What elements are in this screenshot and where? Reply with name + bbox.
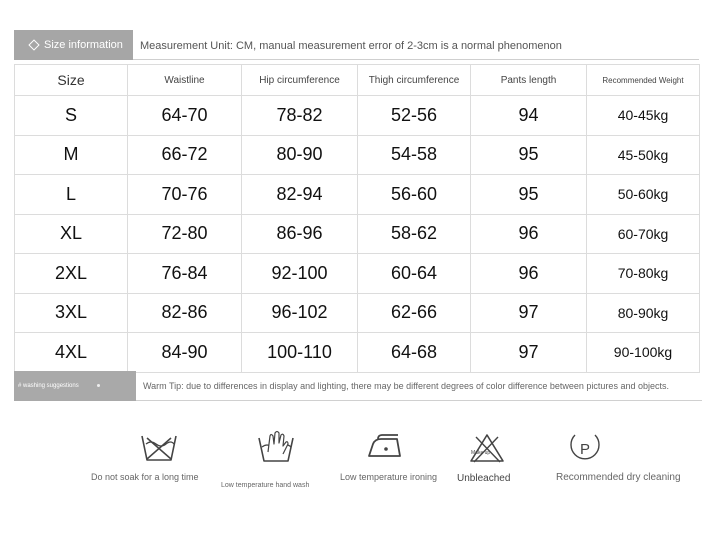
waistline-cell: 70-76 — [128, 175, 242, 215]
hip-cell: 100-110 — [242, 333, 358, 373]
dry-clean-icon — [567, 432, 603, 464]
table-row — [15, 135, 700, 175]
no-bleach-icon-text: Make up — [471, 450, 491, 456]
size-cell: M — [15, 135, 128, 175]
table-row — [15, 214, 700, 254]
pants-length-cell: 97 — [471, 333, 587, 373]
pants-length-cell: 95 — [471, 175, 587, 215]
hip-cell: 92-100 — [242, 254, 358, 294]
hip-cell: 78-82 — [242, 96, 358, 136]
no-soak-label: Do not soak for a long time — [91, 472, 199, 482]
column-header-weight: Recommended Weight — [587, 65, 700, 96]
size-cell: S — [15, 96, 128, 136]
weight-cell: 80-90kg — [587, 293, 700, 333]
size-cell: 3XL — [15, 293, 128, 333]
thigh-cell: 62-66 — [358, 293, 471, 333]
table-row — [15, 293, 700, 333]
pants-length-cell: 96 — [471, 214, 587, 254]
no-soak-icon — [139, 432, 179, 464]
column-header-waistline: Waistline — [128, 65, 242, 96]
size-cell: 4XL — [15, 333, 128, 373]
washing-suggestions-title: # washing suggestions — [18, 383, 79, 389]
dry-clean-icon-text: P — [579, 441, 591, 458]
hand-wash-label: Low temperature hand wash — [221, 482, 310, 489]
table-row — [15, 96, 700, 136]
table-row — [15, 254, 700, 294]
hip-cell: 86-96 — [242, 214, 358, 254]
waistline-cell: 72-80 — [128, 214, 242, 254]
washing-divider — [136, 400, 702, 401]
header-divider — [133, 59, 699, 60]
iron-icon — [365, 434, 405, 460]
thigh-cell: 58-62 — [358, 214, 471, 254]
size-cell: L — [15, 175, 128, 215]
hip-cell: 82-94 — [242, 175, 358, 215]
pants-length-cell: 95 — [471, 135, 587, 175]
pants-length-cell: 97 — [471, 293, 587, 333]
weight-cell: 40-45kg — [587, 96, 700, 136]
column-header-size: Size — [15, 65, 128, 96]
size-information-tab — [14, 30, 133, 60]
weight-cell: 90-100kg — [587, 333, 700, 373]
thigh-cell: 60-64 — [358, 254, 471, 294]
pants-length-cell: 94 — [471, 96, 587, 136]
column-header-pants-length: Pants length — [471, 65, 587, 96]
hip-cell: 80-90 — [242, 135, 358, 175]
pants-length-cell: 96 — [471, 254, 587, 294]
weight-cell: 60-70kg — [587, 214, 700, 254]
diamond-icon — [28, 39, 39, 50]
waistline-cell: 66-72 — [128, 135, 242, 175]
no-bleach-icon — [468, 432, 506, 464]
waistline-cell: 64-70 — [128, 96, 242, 136]
table-row — [15, 333, 700, 373]
size-cell: XL — [15, 214, 128, 254]
warm-tip: Warm Tip: due to differences in display and lighting, there may be different degrees of color difference between pictures and objects. — [143, 381, 669, 391]
table-header-row — [15, 65, 700, 96]
size-table — [14, 64, 700, 373]
waistline-cell: 84-90 — [128, 333, 242, 373]
thigh-cell: 52-56 — [358, 96, 471, 136]
washing-suggestions-tab — [14, 371, 136, 401]
thigh-cell: 64-68 — [358, 333, 471, 373]
dot-icon — [97, 384, 100, 387]
waistline-cell: 82-86 — [128, 293, 242, 333]
table-row — [15, 175, 700, 215]
column-header-hip: Hip circumference — [242, 65, 358, 96]
weight-cell: 45-50kg — [587, 135, 700, 175]
column-header-thigh: Thigh circumference — [358, 65, 471, 96]
weight-cell: 50-60kg — [587, 175, 700, 215]
size-cell: 2XL — [15, 254, 128, 294]
waistline-cell: 76-84 — [128, 254, 242, 294]
size-information-title: Size information — [44, 39, 123, 51]
thigh-cell: 54-58 — [358, 135, 471, 175]
weight-cell: 70-80kg — [587, 254, 700, 294]
hand-wash-icon — [256, 430, 296, 464]
unbleached-label: Unbleached — [457, 473, 511, 484]
ironing-label: Low temperature ironing — [340, 472, 438, 482]
dry-clean-label: Recommended dry cleaning — [556, 472, 681, 483]
measurement-note: Measurement Unit: CM, manual measurement error of 2-3cm is a normal phenomenon — [140, 40, 562, 52]
thigh-cell: 56-60 — [358, 175, 471, 215]
hip-cell: 96-102 — [242, 293, 358, 333]
